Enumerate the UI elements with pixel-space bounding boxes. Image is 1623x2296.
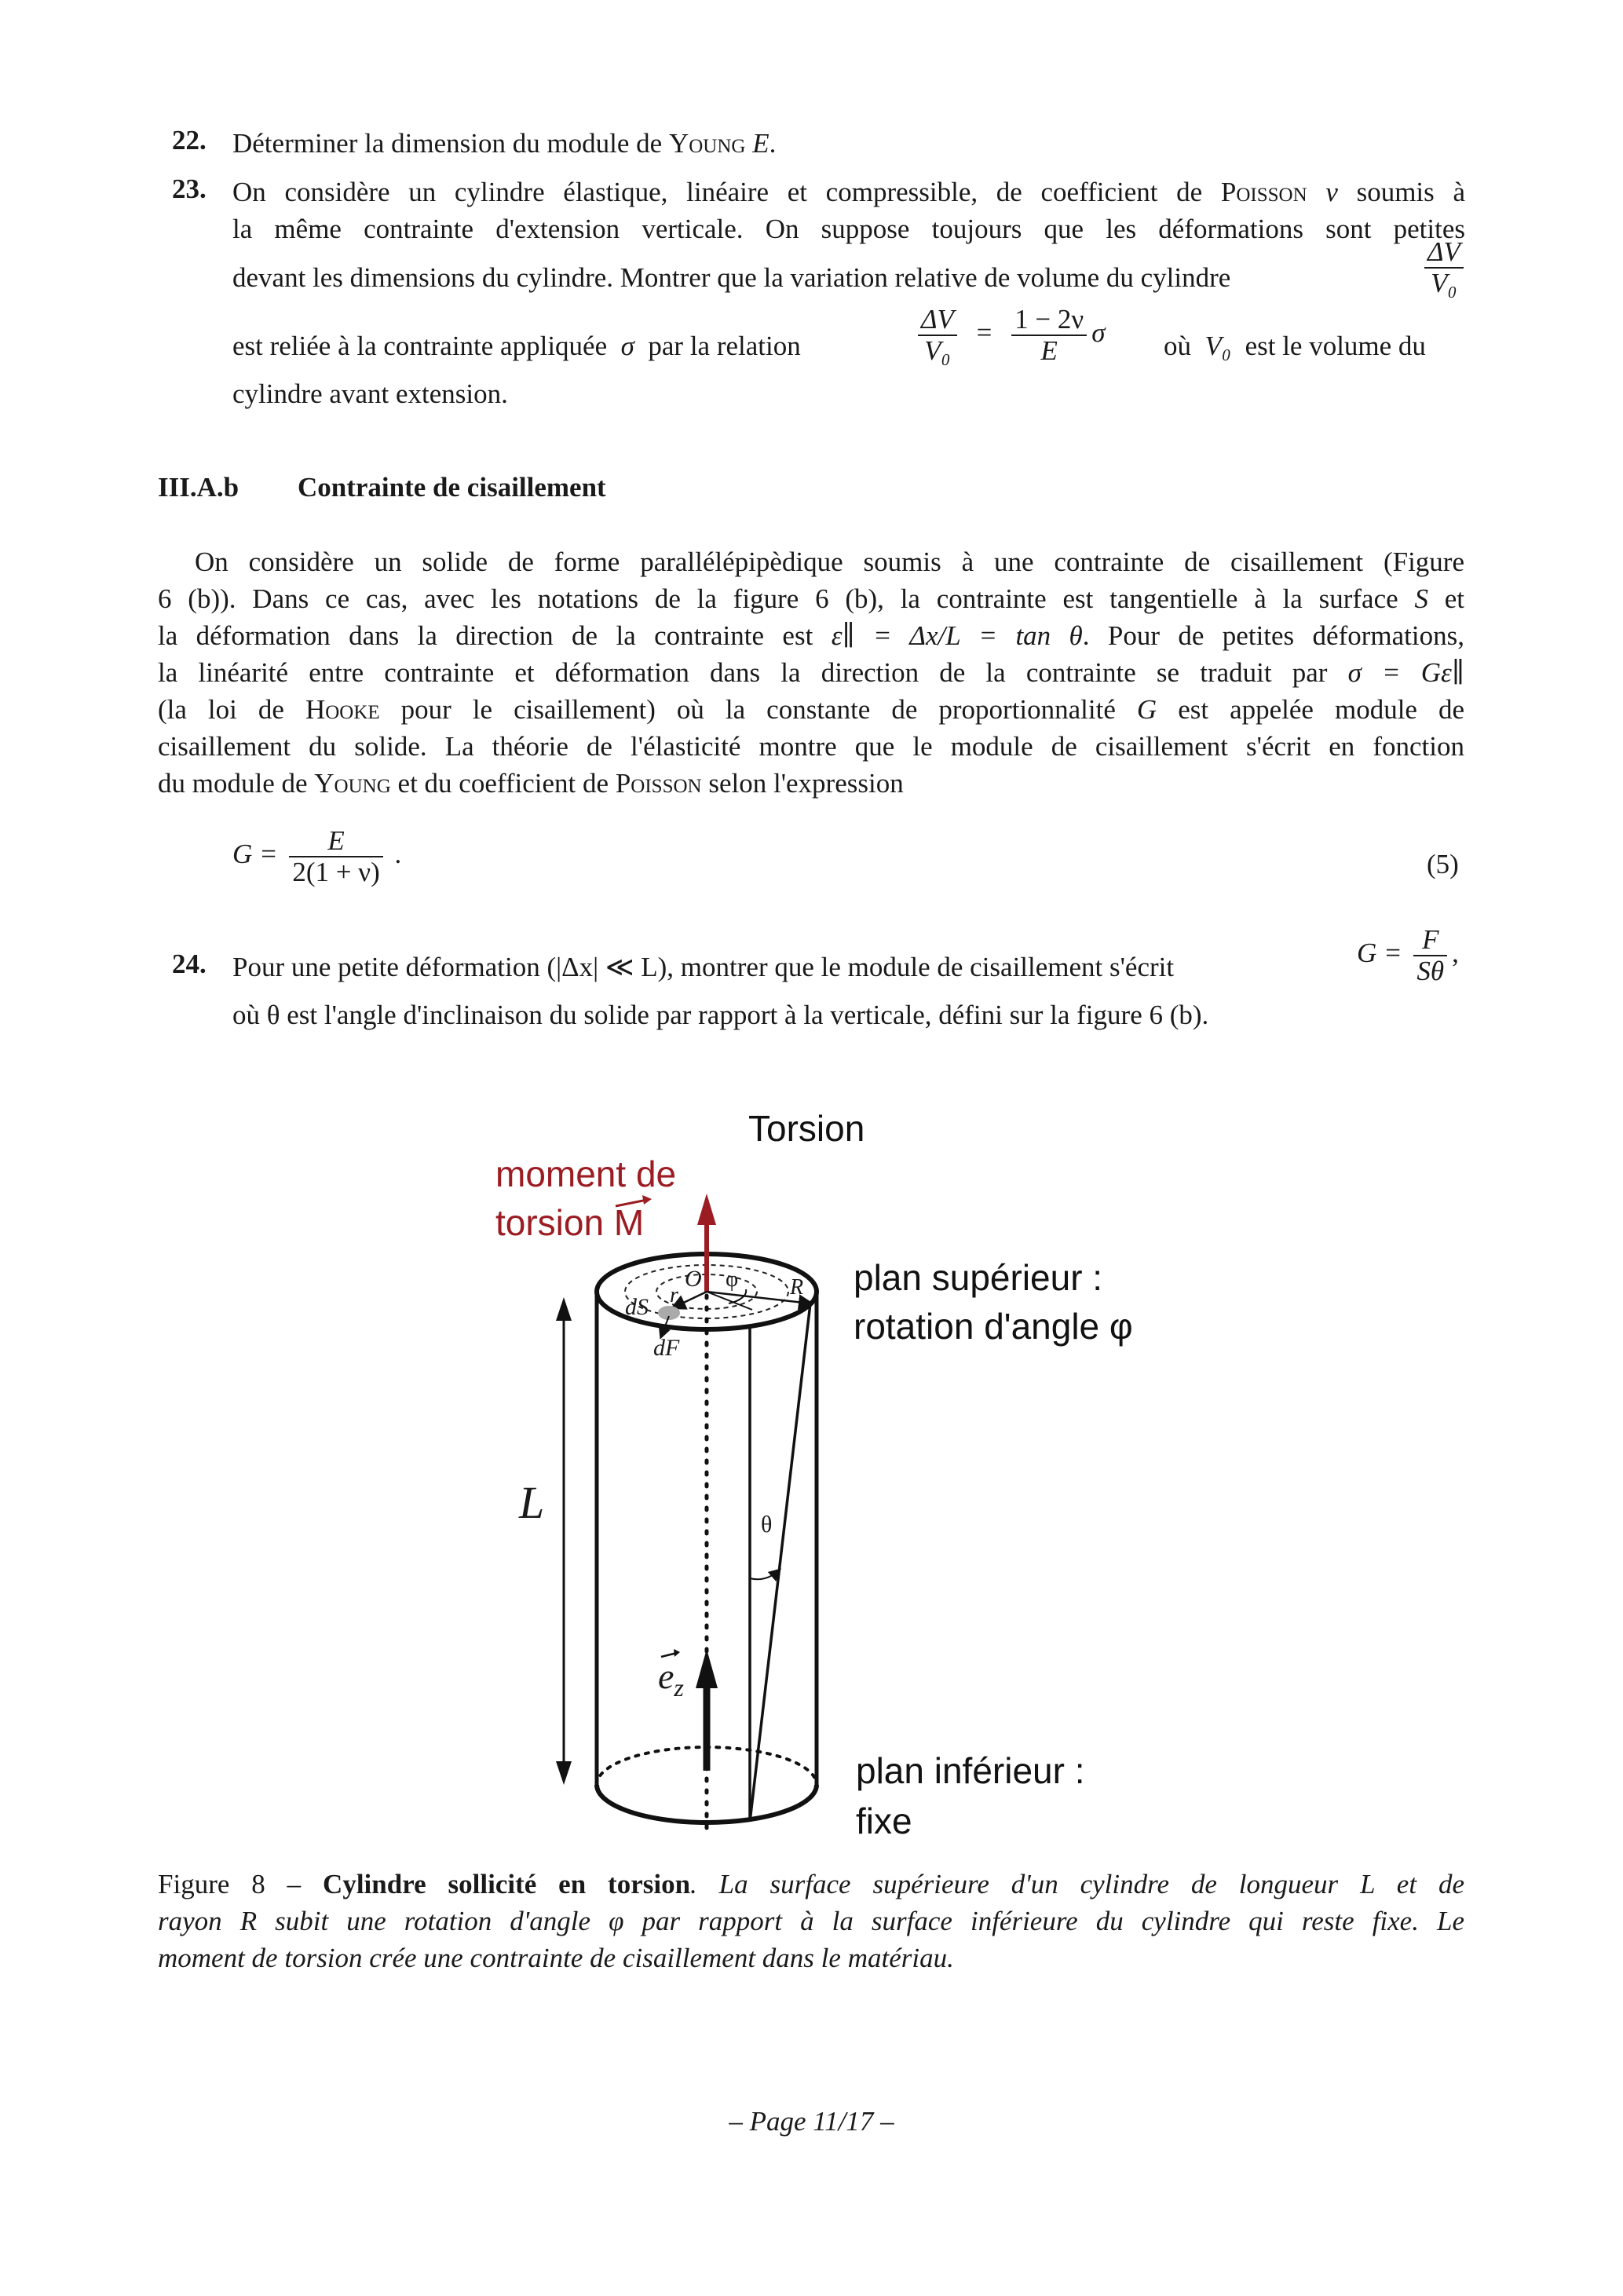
eq5-den: 2(1 + ν) [289, 856, 382, 887]
theta-arc [750, 1570, 779, 1579]
q23-line-3: devant les dimensions du cylindre. Montrer que la variation relative de volume du cylindre [232, 262, 1231, 293]
q23-rel-num2: 1 − 2ν [1014, 304, 1084, 335]
para-l4-eq: σ = Gε∥ [1347, 657, 1464, 688]
para-line-1: On considère un solide de forme parallélépipèdique soumis à une contrainte de cisaillement (Figure [195, 547, 1464, 577]
length-arrow-bottom [556, 1761, 572, 1785]
eq5-dot: . [394, 839, 402, 870]
q23-l4c: où [1164, 331, 1191, 361]
lower-plane-line-2: fixe [856, 1801, 912, 1841]
q22-text-b: . [769, 128, 777, 159]
figure-caption [158, 1866, 1464, 1976]
ez-arrow-head [696, 1649, 718, 1688]
q23-line-5: cylindre avant extension. [232, 378, 508, 409]
twisted-line [750, 1303, 810, 1822]
q23-frac1-num: ΔV [1427, 236, 1460, 267]
caption-line-2: rayon R subit une rotation d'angle φ par rapport à la surface inférieure du cylindre qui reste fixe. Le [158, 1906, 1464, 1936]
q23-v0-inline: V₀ [1204, 331, 1232, 361]
q23-l4a: est reliée à la contrainte appliquée [232, 331, 608, 361]
theta-label: θ [761, 1512, 773, 1537]
q22-text-a: Déterminer la dimension du module de [232, 128, 669, 159]
r-label: r [670, 1283, 678, 1307]
para-var-s: S [1414, 583, 1428, 614]
para-l3b: . Pour de petites déformations, [1082, 620, 1464, 651]
q22-young: Young [668, 128, 746, 159]
moment-label-line-1: moment de [495, 1153, 677, 1194]
moment-label-line-2: torsion M [495, 1202, 645, 1243]
q24-line-2: où θ est l'angle d'inclinaison du solide par rapport à la verticale, défini sur la figure 6 (b). [232, 1000, 1209, 1030]
caption-l1-rest: . La surface supérieure d'un cylindre de longueur L et de [690, 1869, 1464, 1899]
q24-g-eq: G = [1357, 938, 1402, 969]
ez-letter: e [658, 1656, 674, 1696]
q23-line-2: la même contrainte d'extension verticale. On suppose toujours que les déformations sont petites [232, 214, 1465, 244]
phi-label: φ [726, 1267, 739, 1292]
para-l3-eq: ε∥ = Δx/L = tan θ [831, 620, 1083, 651]
para-l7a: du module de [158, 768, 315, 799]
length-label: L [519, 1477, 545, 1528]
para-line-6: cisaillement du solide. La théorie de l'élasticité montre que le module de cisaillement s'écrit en fonction [158, 731, 1464, 762]
para-l5c: est appelée module de [1178, 694, 1464, 725]
upper-plane-line-1: plan supérieur : [854, 1257, 1103, 1298]
lower-plane-line-1: plan inférieur : [856, 1750, 1085, 1791]
para-l5b: pour le cisaillement) où la constante de proportionnalité [379, 694, 1116, 725]
ez-label [658, 1655, 684, 1702]
r-arrow [674, 1292, 707, 1307]
eq5-lhs: G = [232, 839, 278, 870]
length-arrow-top [556, 1297, 572, 1321]
q23-l4b: par la relation [648, 331, 801, 361]
q23-frac1-den: V₀ [1424, 267, 1464, 298]
section-title: Contrainte de cisaillement [298, 472, 606, 503]
para-poisson: Poisson [615, 768, 702, 799]
para-l2a: 6 (b)). Dans ce cas, avec les notations de la figure 6 (b), la contrainte est tangentielle à la surface [158, 583, 1398, 614]
para-l7c: selon l'expression [701, 768, 904, 799]
q23-rel-eq: = [976, 317, 992, 349]
para-l2b: et [1444, 583, 1464, 614]
para-young: Young [314, 768, 391, 799]
df-label: dF [653, 1335, 680, 1361]
q23-sigma: σ [620, 331, 634, 361]
para-l3a: la déformation dans la direction de la contrainte est [158, 620, 813, 651]
caption-bold: Cylindre sollicité en torsion [323, 1869, 691, 1899]
para-l7b: et du coefficient de [390, 768, 616, 799]
q22-var-e: E [752, 128, 769, 159]
ds-label: dS [625, 1294, 649, 1320]
q23-nu: ν [1325, 177, 1338, 207]
eq5-num: E [327, 825, 345, 856]
q24-den: Sθ [1413, 955, 1447, 986]
q23-l1a: On considère un cylindre élastique, linéaire et compressible, de coefficient de [232, 177, 1221, 207]
q23-rel-den2: E [1011, 335, 1087, 366]
caption-line-1 [158, 1866, 1464, 1903]
equation-5-label: (5) [1427, 849, 1459, 879]
question-23-number: 23. [172, 174, 207, 204]
q24-comma: , [1452, 938, 1459, 969]
q23-rel-den: V₀ [918, 335, 957, 366]
section-number: III.A.b [158, 472, 239, 503]
q23-poisson: Poisson [1220, 177, 1307, 207]
moment-arrow-head [697, 1194, 716, 1225]
page-footer: – Page 11/17 – [729, 2106, 894, 2137]
q23-rel-num: ΔV [921, 304, 954, 335]
para-hooke: Hooke [305, 694, 380, 725]
radius-label: R [790, 1275, 804, 1300]
question-24-number: 24. [172, 949, 207, 979]
upper-plane-line-2: rotation d'angle φ [854, 1306, 1133, 1347]
caption-line-3: moment de torsion crée une contrainte de cisaillement dans le matériau. [158, 1943, 954, 1973]
para-var-g: G [1136, 694, 1157, 725]
q23-rel-sigma: σ [1091, 317, 1106, 349]
q24-num: F [1422, 924, 1439, 955]
figure-title: Torsion [748, 1108, 865, 1149]
ez-subscript: z [674, 1673, 684, 1702]
origin-label: O [685, 1266, 702, 1292]
q24-line-1: Pour une petite déformation (|Δx| ≪ L), montrer que le module de cisaillement s'écrit [232, 952, 1175, 982]
q23-l4d: est le volume du [1245, 331, 1426, 361]
para-l4a: la linéarité entre contrainte et déformation dans la direction de la contrainte se traduit par [158, 657, 1328, 688]
caption-label: Figure 8 – [158, 1869, 324, 1899]
q23-l1b: soumis à [1337, 177, 1465, 207]
question-22-number: 22. [172, 125, 207, 155]
para-l5a: (la loi de [158, 694, 305, 725]
